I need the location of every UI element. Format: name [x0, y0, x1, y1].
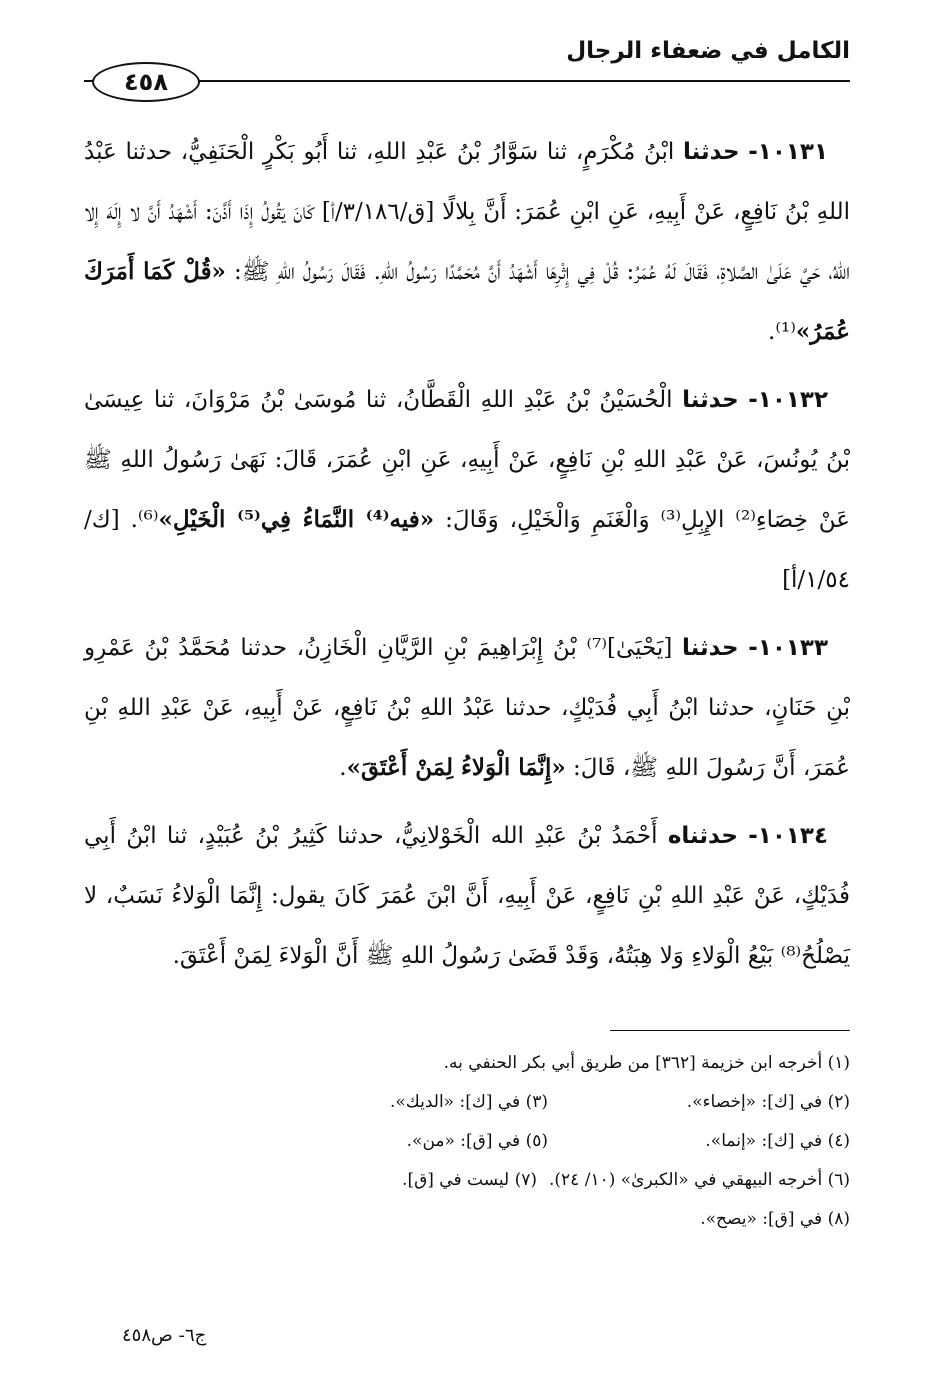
entry-number: ١٠١٣٢- — [748, 387, 828, 413]
footnote-7: (٧) ليست في [ق]. — [402, 1170, 537, 1190]
footnote-line — [84, 1083, 850, 1122]
entry-quote: «قُلْ كَمَا أَمَرَكَ عُمَرُ» — [84, 258, 850, 345]
footnote-line — [84, 1044, 850, 1083]
hadith-entry-10134 — [84, 806, 850, 986]
footnote-4: (٤) في [ك]: «إنما». — [705, 1131, 850, 1151]
footnotes — [84, 1044, 850, 1239]
entry-tail: ⁽¹⁾. — [768, 319, 796, 345]
page-number-badge: ٤٥٨ — [92, 62, 200, 102]
footnote-5: (٥) في [ق]: «من». — [406, 1131, 548, 1151]
hadith-entry-10131 — [84, 122, 850, 362]
entry-text: ابْنُ مُكْرَمٍ، ثنا سَوَّارُ بْنُ عَبْدِ اللهِ، ثنا أَبُو بَكْرٍ الْحَنَفِيُّ، حدثنا عَبْدُ اللهِ بْنُ نَافِعٍ، عَنْ أَبِيهِ، عَنِ ابْنِ عُمَرَ: أَنَّ بِلالًا [ق/٣/١٨٦/أ] كَانَ يَقُولُ إِذَا أَذَّنَ: أَشْهَدُ أَنَّ لا إِلَهَ إِلا اللهُ، حَيَّ عَلَىٰ الصَّلاةِ، فَقَالَ لَهُ عُمَرُ: قُلْ فِي إِثْرِهَا أَشْهَدُ أَنَّ مُحَمَّدًا رَسُولُ اللهِ. فَقَالَ رَسُولُ اللهِ ﷺ: — [84, 139, 850, 285]
footnote-8: (٨) في [ق]: «يصح». — [700, 1209, 850, 1229]
footnote-rule — [610, 1030, 850, 1031]
entry-tail: . — [339, 755, 347, 781]
footnote-line — [84, 1122, 850, 1161]
entry-lead-word: حدثنا — [682, 635, 739, 661]
entry-quote: «فيه⁽⁴⁾ النَّمَاءُ فِي⁽⁵⁾ الْخَيْلِ» — [158, 506, 435, 533]
entry-lead-word: حدثنا — [682, 387, 739, 413]
running-header-title: الكامل في ضعفاء الرجال — [566, 38, 850, 64]
entry-text: [يَحْيَىٰ]⁽⁷⁾ بْنُ إِبْرَاهِيمَ بْنِ الرَّيَّانِ الْخَازِنُ، حدثنا مُحَمَّدُ بْنُ عَمْرِو بْنِ حَنَانٍ، حدثنا ابْنُ أَبِي فُدَيْكٍ، حدثنا عَبْدُ اللهِ بْنُ نَافِعٍ، عَنْ أَبِيهِ، عَنْ عَبْدِ اللهِ بْنِ عُمَرَ، أَنَّ رَسُولَ اللهِ ﷺ، قَالَ: — [84, 635, 850, 781]
footnote-6: (٦) أخرجه البيهقي في «الكبرىٰ» (١٠/ ٢٤). — [549, 1170, 850, 1190]
entry-number: ١٠١٣٣- — [748, 635, 829, 661]
footnote-line — [84, 1200, 850, 1239]
footnote-spacer — [537, 1161, 549, 1200]
entry-text: الْحُسَيْنُ بْنُ عَبْدِ اللهِ الْقَطَّانُ، ثنا مُوسَىٰ بْنُ مَرْوَانَ، ثنا عِيسَىٰ بْنُ يُونُسَ، عَنْ عَبْدِ اللهِ بْنِ نَافِعٍ، عَنْ أَبِيهِ، عَنِ ابْنِ عُمَرَ، قَالَ: نَهَىٰ رَسُولُ اللهِ ﷺ عَنْ خِصَاءِ⁽²⁾ الإِبِلِ⁽³⁾ وَالْغَنَمِ وَالْخَيْلِ، وَقَالَ: — [84, 387, 850, 533]
footnote-1: (١) أخرجه ابن خزيمة [٣٦٢] من طريق أبي بكر الحنفي به. — [443, 1053, 850, 1073]
entry-text: أَحْمَدُ بْنُ عَبْدِ الله الْخَوْلانِيُّ، حدثنا كَثِيرُ بْنُ عُبَيْدٍ، ثنا ابْنُ أَبِي فُدَيْكٍ، عَنْ عَبْدِ اللهِ بْنِ نَافِعٍ، عَنْ أَبِيهِ، أَنَّ ابْنَ عُمَرَ كَانَ يقول: إِنَّمَا الْوَلاءُ نَسَبٌ، لا يَصْلُحُ⁽⁸⁾ بَيْعُ الْوَلاءِ وَلا هِبَتُهُ، وَقَدْ قَضَىٰ رَسُولُ اللهِ ﷺ أَنَّ الْوَلاءَ لِمَنْ أَعْتَقَ. — [84, 823, 850, 969]
entry-number: ١٠١٣٤- — [748, 823, 828, 849]
main-text — [84, 122, 850, 994]
entry-number: ١٠١٣١- — [748, 139, 828, 165]
entry-quote: «إِنَّمَا الْوَلاءُ لِمَنْ أَعْتَقَ» — [346, 754, 566, 781]
footnote-2: (٢) في [ك]: «إخصاء». — [686, 1092, 850, 1112]
hadith-entry-10132 — [84, 370, 850, 610]
entry-lead-word: حدثنا — [683, 139, 740, 165]
entry-lead-word: حدثناه — [667, 823, 738, 849]
footnote-line — [84, 1161, 850, 1200]
hadith-entry-10133 — [84, 618, 850, 798]
entry-tail: ⁽⁶⁾. [ك/١/٥٤/أ] — [84, 507, 850, 593]
footnote-3: (٣) في [ك]: «الديك». — [389, 1092, 548, 1112]
volume-page-reference: ج٦- ص٤٥٨ — [122, 1325, 207, 1346]
